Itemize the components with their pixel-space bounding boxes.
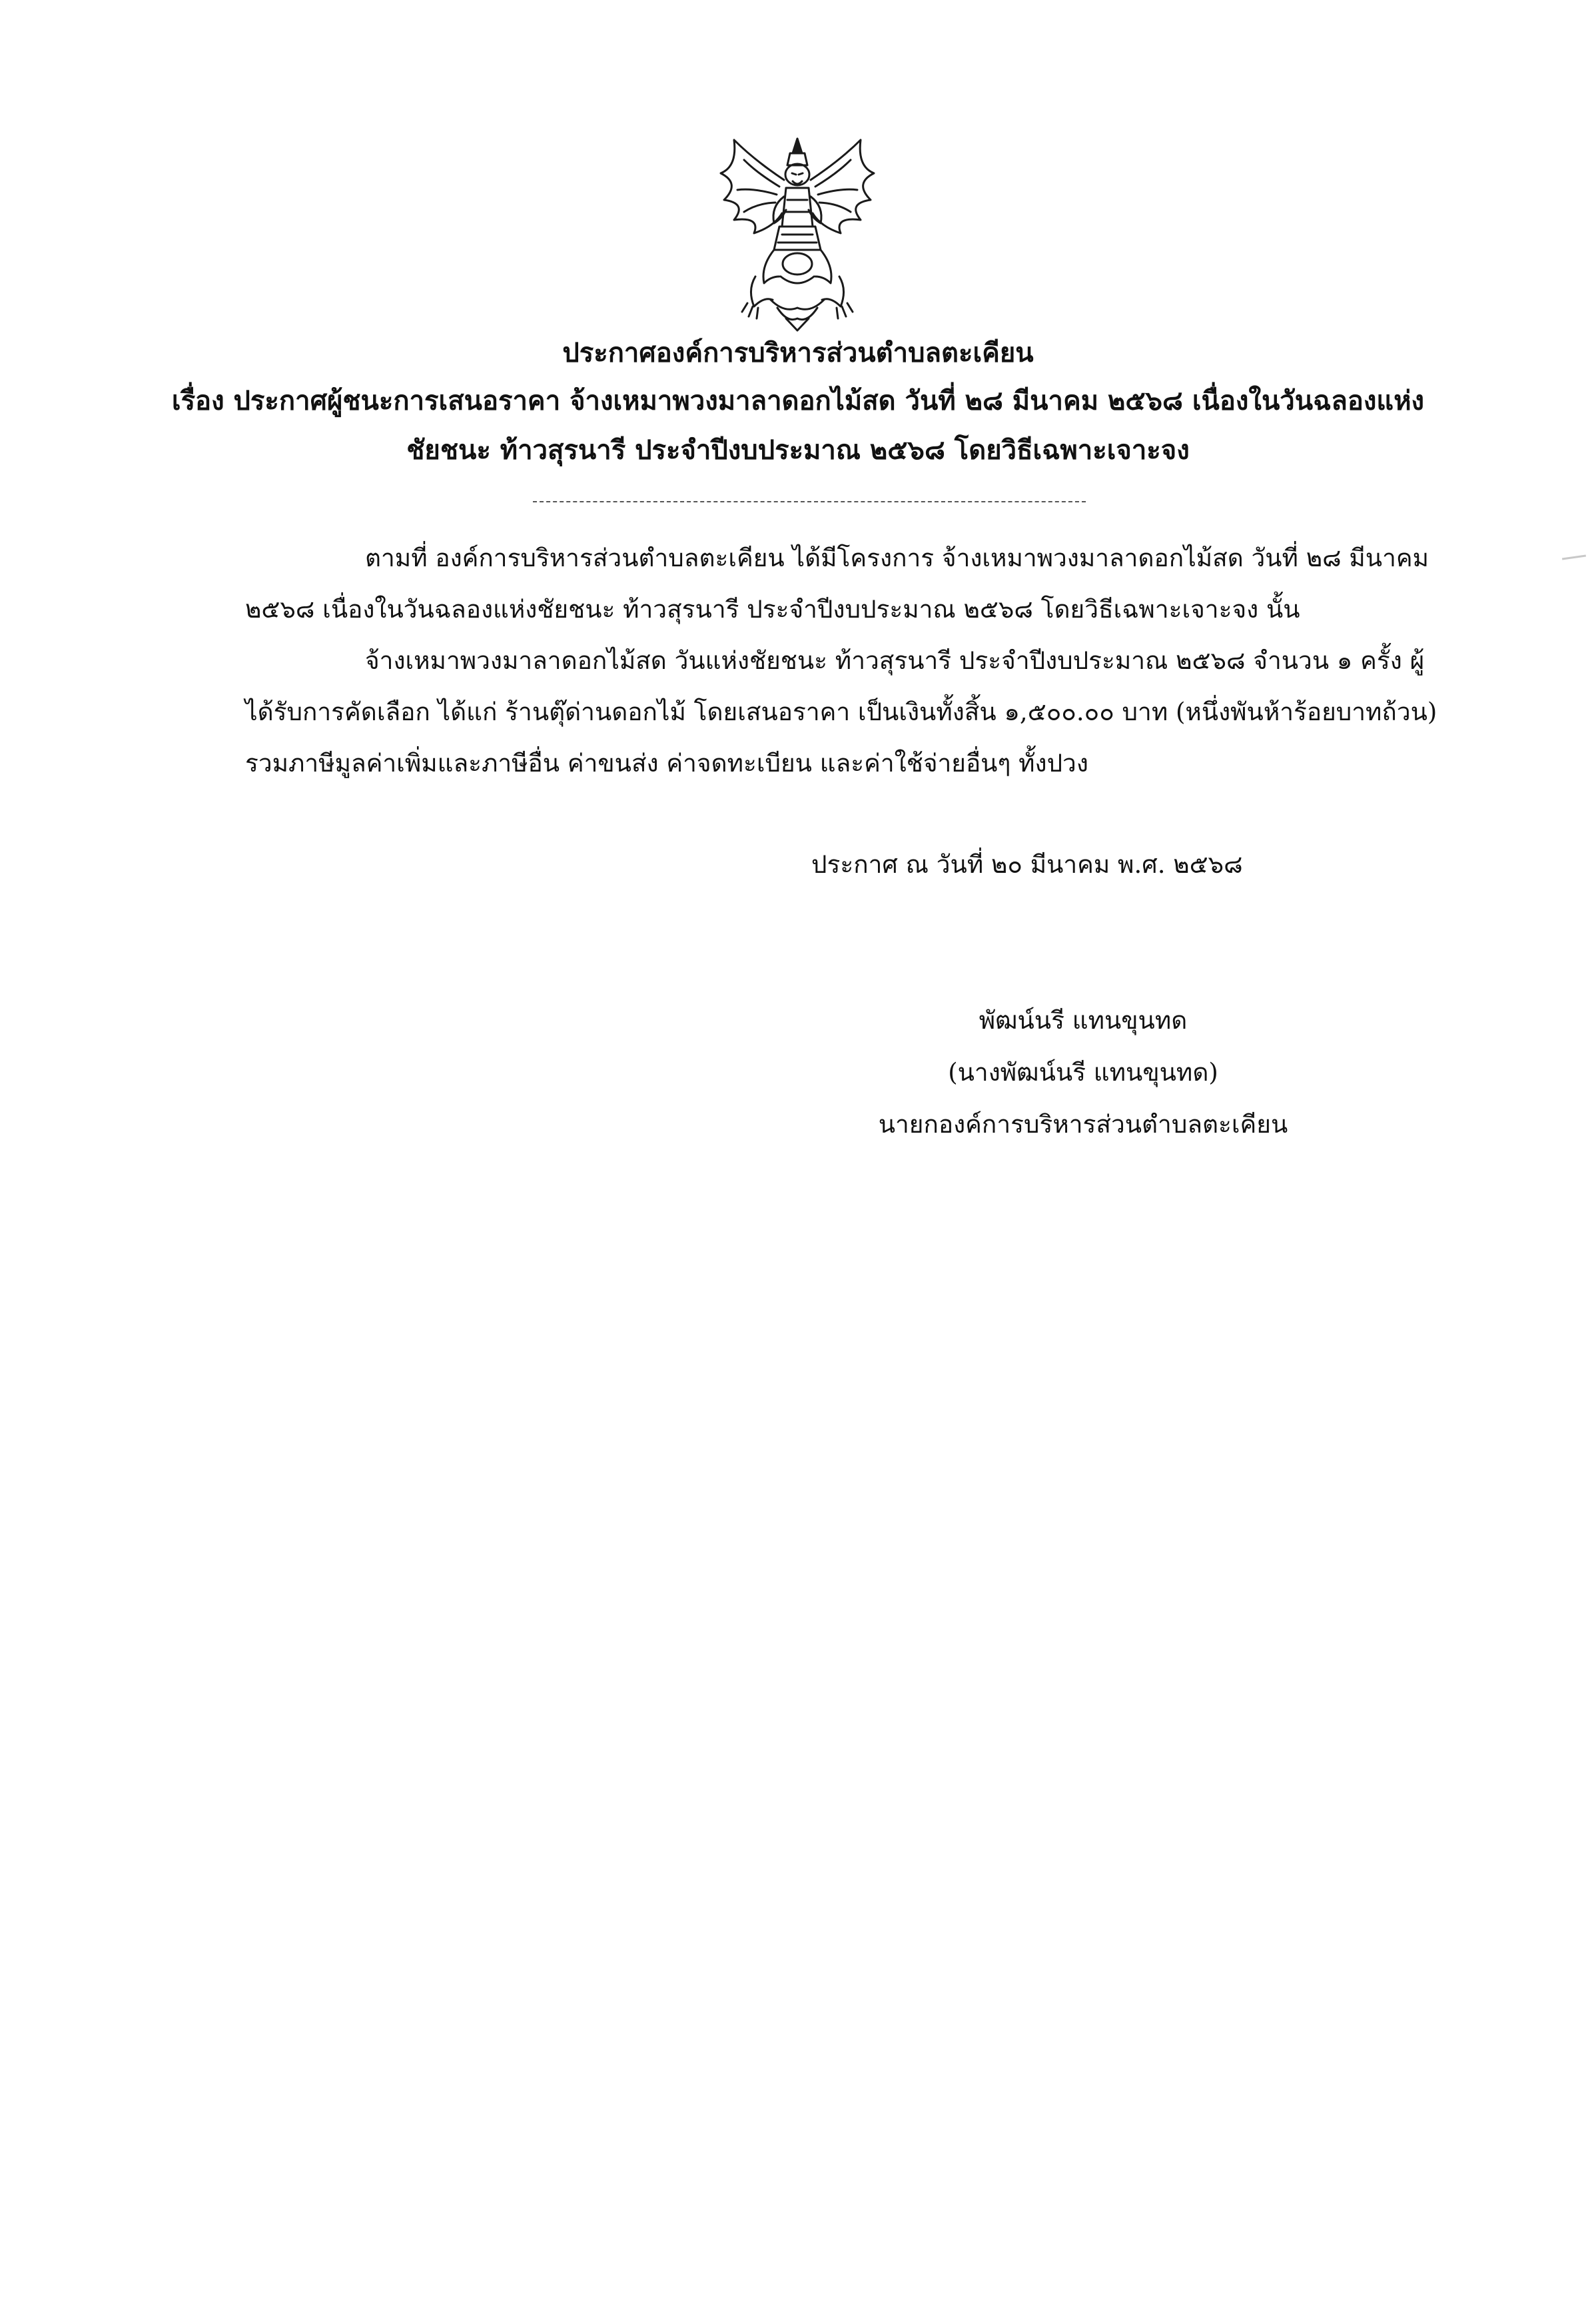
separator-line [533, 501, 1086, 502]
paragraph-2-line-2: ได้รับการคัดเลือก ได้แก่ ร้านตุ๊ด่านดอกไม้ โดยเสนอราคา เป็นเงินทั้งสิ้น ๑,๕๐๐.๐๐ บาท (หนึ่งพันห้าร้อยบาทถ้วน) [245, 698, 1437, 726]
paragraph-1-line-2: ๒๕๖๘ เนื่องในวันฉลองแห่งชัยชนะ ท้าวสุรนารี ประจำปีงบประมาณ ๒๕๖๘ โดยวิธีเฉพาะเจาะจง นั้น [245, 595, 1300, 624]
paragraph-2-line-1: จ้างเหมาพวงมาลาดอกไม้สด วันแห่งชัยชนะ ท้าวสุรนารี ประจำปีงบประมาณ ๒๕๖๘ จำนวน ๑ ครั้ง ผู้ [365, 646, 1425, 675]
signatory-position: นายกองค์การบริหารส่วนตำบลตะเคียน [878, 1110, 1288, 1139]
announcement-date: ประกาศ ณ วันที่ ๒๐ มีนาคม พ.ศ. ๒๕๖๘ [811, 850, 1243, 879]
scan-artifact [1562, 555, 1586, 560]
subject-line-1: เรื่อง ประกาศผู้ชนะการเสนอราคา จ้างเหมาพวงมาลาดอกไม้สด วันที่ ๒๘ มีนาคม ๒๕๖๘ เนื่องในวันฉลองแห่ง [171, 385, 1425, 416]
signature-name: พัฒน์นรี แทนขุนทด [979, 1006, 1188, 1035]
organization-title: ประกาศองค์การบริหารส่วนตำบลตะเคียน [562, 337, 1034, 368]
signatory-printed-name: (นางพัฒน์นรี แทนขุนทด) [948, 1058, 1218, 1087]
paragraph-1-line-1: ตามที่ องค์การบริหารส่วนตำบลตะเคียน ได้มีโครงการ จ้างเหมาพวงมาลาดอกไม้สด วันที่ ๒๘ มีนาคม [365, 544, 1429, 572]
paragraph-2-line-3: รวมภาษีมูลค่าเพิ่มและภาษีอื่น ค่าขนส่ง ค่าจดทะเบียน และค่าใช้จ่ายอื่นๆ ทั้งปวง [245, 749, 1088, 778]
subject-line-2: ชัยชนะ ท้าวสุรนารี ประจำปีงบประมาณ ๒๕๖๘ โดยวิธีเฉพาะเจาะจง [406, 434, 1190, 466]
garuda-emblem-icon [707, 133, 887, 333]
